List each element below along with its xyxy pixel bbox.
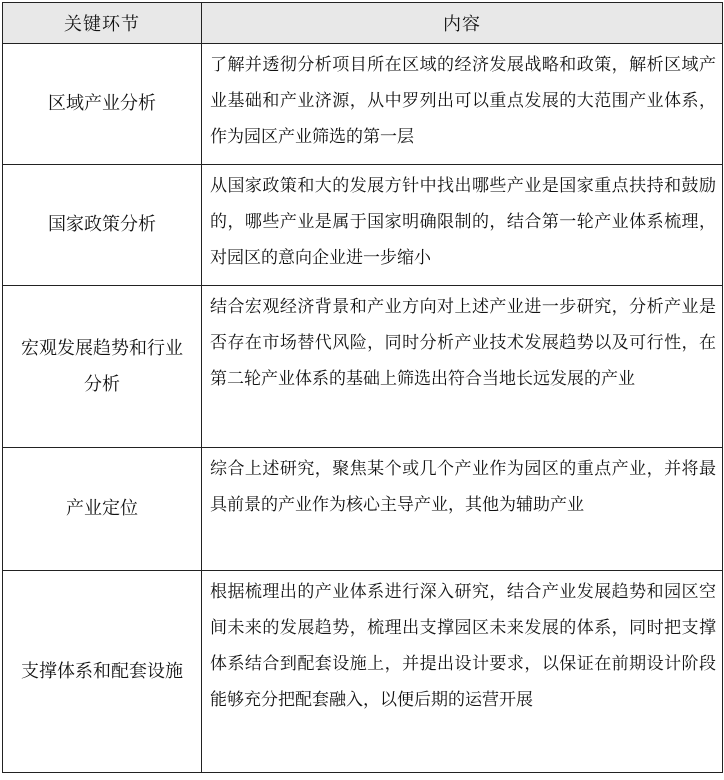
header-key-steps: 关键环节: [3, 3, 202, 44]
row-content-macro-trend-analysis: 结合宏观经济背景和产业方向对上述产业进一步研究，分析产业是否存在市场替代风险，同时分析产业技术发展趋势以及可行性，在第二轮产业体系的基础上筛选出符合当地长远发展的产业: [202, 286, 723, 448]
row-content-support-system-facilities: 根据梳理出的产业体系进行深入研究，结合产业发展趋势和园区空间未来的发展趋势，梳理出支撑园区未来发展的体系，同时把支撑体系结合到配套设施上，并提出设计要求，以保证在前期设计阶段能够充分把配套融入，以便后期的运营开展: [202, 571, 723, 773]
table-row: [3, 571, 723, 773]
row-content-national-policy-analysis: 从国家政策和大的发展方针中找出哪些产业是国家重点扶持和鼓励的，哪些产业是属于国家明确限制的，结合第一轮产业体系梳理，对园区的意向企业进一步缩小: [202, 165, 723, 286]
table-header-row: [3, 3, 723, 44]
table-row: [3, 44, 723, 165]
row-key-macro-trend-analysis: 宏观发展趋势和行业分析: [3, 286, 202, 448]
row-key-national-policy-analysis: 国家政策分析: [3, 165, 202, 286]
table-row: [3, 286, 723, 448]
table-row: [3, 448, 723, 571]
key-steps-table: [2, 2, 723, 773]
row-key-industry-positioning: 产业定位: [3, 448, 202, 571]
row-key-support-system-facilities: 支撑体系和配套设施: [3, 571, 202, 773]
row-content-regional-industry-analysis: 了解并透彻分析项目所在区域的经济发展战略和政策，解析区域产业基础和产业济源，从中罗列出可以重点发展的大范围产业体系，作为园区产业筛选的第一层: [202, 44, 723, 165]
row-key-regional-industry-analysis: 区域产业分析: [3, 44, 202, 165]
row-content-industry-positioning: 综合上述研究，聚焦某个或几个产业作为园区的重点产业，并将最具前景的产业作为核心主导产业，其他为辅助产业: [202, 448, 723, 571]
header-content: 内容: [202, 3, 723, 44]
table-row: [3, 165, 723, 286]
